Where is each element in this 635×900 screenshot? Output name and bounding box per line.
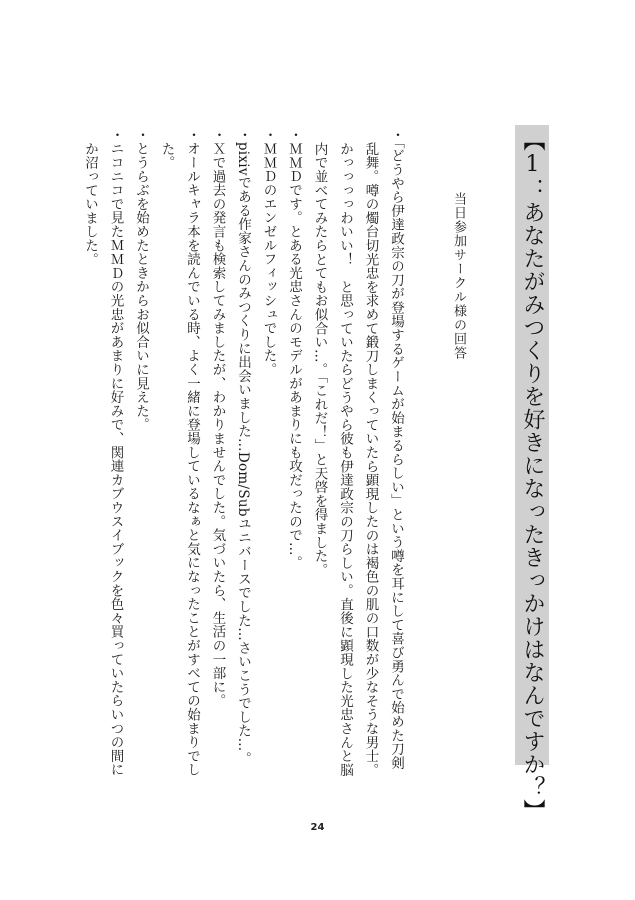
bullet-mark: ・ <box>107 128 124 142</box>
answer-item <box>306 128 408 783</box>
bullet-mark: ・ <box>260 128 277 142</box>
bullet-mark: ・ <box>209 128 226 142</box>
answer-item <box>153 128 204 783</box>
bullet-mark: ・ <box>184 128 200 142</box>
answer-item <box>204 128 230 783</box>
question-title: 【1：あなたがみつくりを好きになったきっかけはなんですか？】 <box>515 125 549 765</box>
answer-text: ＭＭＤのエンゼルフィッシュでした。 <box>260 141 277 377</box>
bullet-mark: ・ <box>286 128 302 142</box>
answer-item <box>255 128 281 783</box>
bullet-mark: ・ <box>235 128 251 142</box>
answers-subtitle: 当日参加サークル様の回答 <box>451 192 466 360</box>
bullet-mark: ・ <box>388 128 404 142</box>
answer-text: オールキャラ本を読んでいる時、よく一緒に登場しているなぁと気になったことがすべての始まりでした。 <box>158 141 200 777</box>
answer-item <box>281 128 307 783</box>
answer-list <box>82 128 408 783</box>
answer-text: ＭＭＤです。とある光忠さんのモデルがあまりにも攻だったので…。 <box>286 141 302 570</box>
answer-text: ニコニコで見たＭＭＤの光忠があまりに好みで、関連カブウスイブックを色々買っていたらいつの間にか沼っていました。 <box>82 141 124 777</box>
answer-item <box>230 128 256 783</box>
answer-text: pixivである作家さんのみつくりに出会いました…Dom/Subユニバースでした…さいこうでした…。 <box>235 141 251 766</box>
page-number: 24 <box>310 822 325 833</box>
answer-text: とうらぶを始めたときからお似合いに見えた。 <box>133 141 149 432</box>
answer-item <box>128 128 154 783</box>
answer-item <box>77 128 128 783</box>
answer-text: 「どうやら伊達政宗の刀が登場するゲームが始まるらしい」という噂を耳にして喜び勇んで始めた刀剣乱舞。噂の燭台切光忠を求めて鍛刀しまくっていたら顕現したのは褐色の肌の口数が少なそうな男士。かっっっっわいい！ と思っていたらどうやら彼も伊達政宗の刀らしい。直後に顕現した光忠さんと脳内で並べてみたらとてもお似合い…。「これだ！」と天啓を得ました。 <box>311 141 404 777</box>
answer-text: Ｘで過去の発言も検索してみましたが、わかりませんでした。気づいたら、生活の一部に。 <box>209 141 226 708</box>
bullet-mark: ・ <box>133 128 149 142</box>
